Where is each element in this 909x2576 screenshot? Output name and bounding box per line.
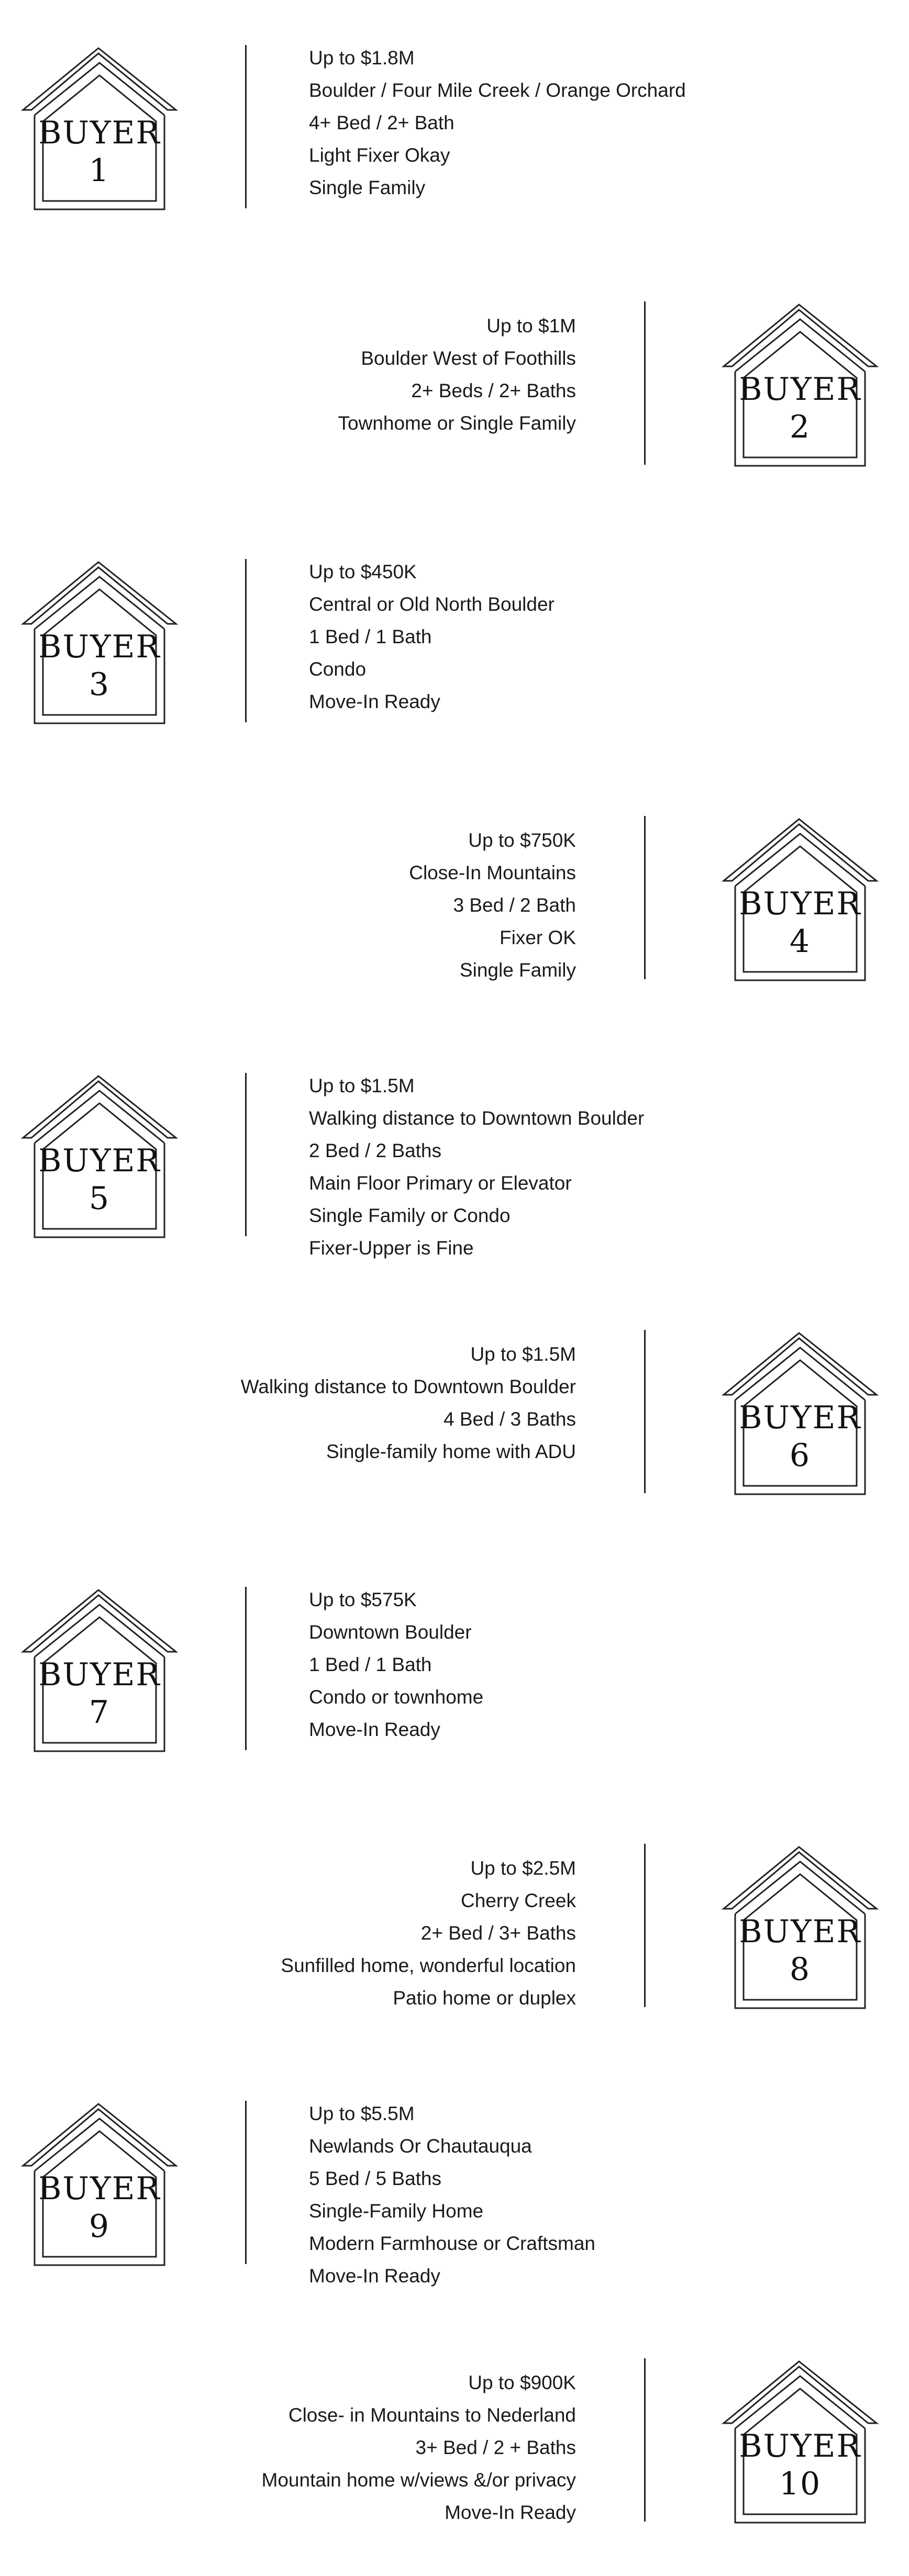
price-range: Up to $750K [468, 830, 576, 851]
buyer-criteria [309, 1070, 644, 1264]
criteria-line: Cherry Creek [461, 1890, 576, 1911]
criteria-line: Condo [309, 658, 367, 680]
buyer-label: BUYER [38, 2170, 161, 2207]
price-range: Up to $575K [309, 1589, 417, 1610]
criteria-line: Move-In Ready [309, 2265, 440, 2287]
buyer-card-7 [0, 1584, 909, 1762]
buyer-card-5 [0, 1070, 909, 1259]
buyer-criteria [309, 2098, 595, 2292]
criteria-line: Townhome or Single Family [338, 412, 576, 434]
buyer-criteria [241, 1338, 576, 1468]
buyer-number: 8 [789, 1951, 811, 1988]
criteria-line: Patio home or duplex [393, 1987, 576, 2009]
buyer-card-8 [0, 1841, 909, 2019]
vertical-divider [245, 1073, 247, 1236]
criteria-line: Single Family [309, 177, 426, 198]
criteria-line: Single-Family Home [309, 2200, 484, 2222]
vertical-divider [644, 816, 646, 979]
criteria-line: 5 Bed / 5 Baths [309, 2168, 442, 2189]
house-icon [716, 1843, 884, 2011]
buyer-card-9 [0, 2098, 909, 2287]
buyer-number: 4 [789, 923, 811, 960]
buyer-label: BUYER [38, 115, 161, 151]
buyer-card-3 [0, 556, 909, 734]
buyer-number: 5 [88, 1180, 110, 1217]
buyer-label: BUYER [739, 371, 861, 408]
vertical-divider [644, 2358, 646, 2522]
buyer-number: 2 [789, 409, 811, 445]
buyer-number: 1 [88, 152, 110, 189]
vertical-divider [245, 2101, 247, 2264]
buyer-label: BUYER [739, 886, 861, 922]
buyer-number: 6 [789, 1437, 811, 1474]
criteria-line: Move-In Ready [309, 1719, 440, 1740]
criteria-line: Light Fixer Okay [309, 144, 450, 166]
criteria-line: 2+ Beds / 2+ Baths [411, 380, 576, 401]
criteria-line: Modern Farmhouse or Craftsman [309, 2233, 595, 2254]
price-range: Up to $900K [468, 2372, 576, 2393]
criteria-line: Single-family home with ADU [326, 1441, 576, 1462]
price-range: Up to $1.8M [309, 47, 415, 69]
buyer-card-4 [0, 813, 909, 991]
price-range: Up to $5.5M [309, 2103, 415, 2124]
buyer-number: 9 [88, 2208, 110, 2245]
house-icon [16, 44, 183, 212]
house-icon [16, 2100, 183, 2268]
buyer-number: 10 [779, 2466, 822, 2502]
house-icon [16, 1586, 183, 1754]
criteria-line: Central or Old North Boulder [309, 593, 555, 615]
criteria-line: Mountain home w/views &/or privacy [261, 2469, 576, 2491]
criteria-line: Close- in Mountains to Nederland [288, 2404, 576, 2426]
buyer-label: BUYER [739, 1913, 861, 1950]
buyer-label: BUYER [38, 1656, 161, 1693]
price-range: Up to $1M [486, 315, 576, 337]
buyer-criteria [262, 2367, 576, 2529]
criteria-line: 2 Bed / 2 Baths [309, 1140, 442, 1161]
vertical-divider [644, 1844, 646, 2007]
buyer-criteria [338, 310, 576, 440]
criteria-line: Walking distance to Downtown Boulder [240, 1376, 576, 1397]
criteria-line: Boulder West of Foothills [361, 348, 576, 369]
buyer-card-6 [0, 1327, 909, 1505]
buyer-number: 3 [88, 666, 110, 703]
criteria-line: Fixer OK [500, 927, 576, 948]
criteria-line: Close-In Mountains [409, 862, 576, 883]
criteria-line: 1 Bed / 1 Bath [309, 1654, 432, 1675]
criteria-line: Single Family [459, 959, 576, 981]
house-icon [16, 1072, 183, 1240]
price-range: Up to $450K [309, 561, 417, 583]
criteria-line: 2+ Bed / 3+ Baths [420, 1922, 576, 1944]
vertical-divider [245, 559, 247, 722]
price-range: Up to $1.5M [309, 1075, 415, 1096]
criteria-line: Sunfilled home, wonderful location [281, 1955, 576, 1976]
criteria-line: 3+ Bed / 2 + Baths [415, 2437, 576, 2458]
house-icon [716, 2357, 884, 2526]
criteria-line: Boulder / Four Mile Creek / Orange Orchard [309, 80, 686, 101]
criteria-line: Downtown Boulder [309, 1621, 472, 1643]
buyer-criteria [309, 556, 555, 718]
buyer-criteria [281, 1852, 576, 2014]
criteria-line: Single Family or Condo [309, 1205, 511, 1226]
buyer-label: BUYER [38, 629, 161, 665]
house-icon [716, 300, 884, 469]
vertical-divider [644, 1330, 646, 1493]
buyer-criteria [309, 1584, 483, 1746]
vertical-divider [644, 301, 646, 465]
buyer-number: 7 [88, 1694, 110, 1731]
criteria-line: 4 Bed / 3 Baths [443, 1408, 576, 1430]
criteria-line: 1 Bed / 1 Bath [309, 626, 432, 647]
criteria-line: Walking distance to Downtown Boulder [309, 1107, 645, 1129]
house-icon [716, 1329, 884, 1497]
criteria-line: Condo or townhome [309, 1686, 484, 1708]
criteria-line: Fixer-Upper is Fine [309, 1237, 474, 1259]
buyer-label: BUYER [739, 2428, 861, 2465]
buyer-label: BUYER [38, 1143, 161, 1179]
house-icon [16, 558, 183, 726]
criteria-line: Newlands Or Chautauqua [309, 2135, 532, 2157]
criteria-line: 4+ Bed / 2+ Bath [309, 112, 454, 133]
criteria-line: 3 Bed / 2 Bath [453, 894, 576, 916]
criteria-line: Move-In Ready [309, 691, 440, 712]
buyer-card-2 [0, 298, 909, 476]
buyer-criteria [409, 824, 576, 987]
buyer-criteria [309, 42, 686, 204]
buyer-card-1 [0, 42, 909, 220]
house-icon [716, 815, 884, 983]
criteria-line: Main Floor Primary or Elevator [309, 1172, 572, 1194]
vertical-divider [245, 45, 247, 208]
buyer-card-10 [0, 2355, 909, 2533]
criteria-line: Move-In Ready [445, 2502, 576, 2523]
vertical-divider [245, 1587, 247, 1750]
buyer-label: BUYER [739, 1399, 861, 1436]
price-range: Up to $1.5M [470, 1343, 576, 1365]
price-range: Up to $2.5M [470, 1857, 576, 1879]
